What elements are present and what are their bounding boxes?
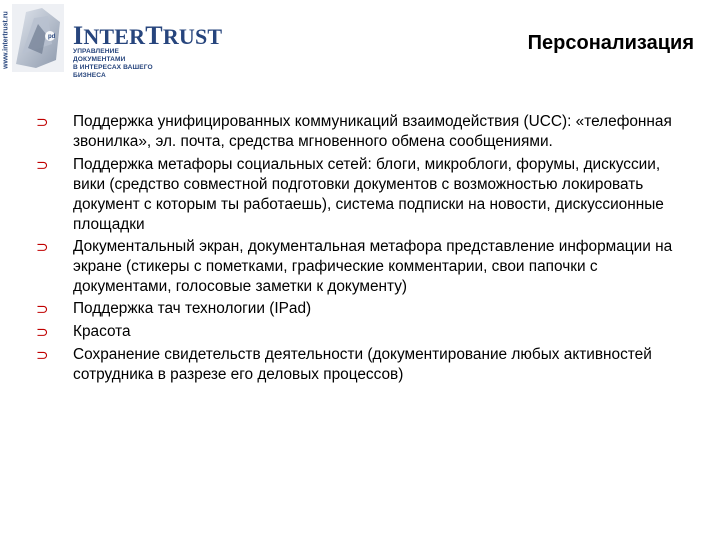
logo-tagline-line-1: УПРАВЛЕНИЕ ДОКУМЕНТАМИ — [73, 48, 126, 63]
bullet-item — [36, 299, 696, 319]
curved-arrow-icon: ⊃ — [36, 113, 49, 131]
curved-arrow-icon: ⊃ — [36, 323, 49, 341]
bullet-list — [36, 112, 696, 385]
bullet-text: Поддержка метафоры социальных сетей: блоги, микроблоги, форумы, дискуссии, вики (средство совместной подготовки документов с возможностью локировать документ с которым ты работаешь), система подписки на новости, дискуссионные площадки — [73, 156, 664, 233]
bullet-text: Сохранение свидетельств деятельности (документирование любых активностей сотрудника в разрезе его деловых процессов) — [73, 346, 652, 383]
svg-text:pd: pd — [48, 34, 56, 40]
bullet-item — [36, 237, 696, 297]
bullet-text: Документальный экран, документальная метафора представление информации на экране (стикеры с пометками, графические комментарии, свои папочки с документами, голосовые заметки к документу) — [73, 238, 673, 295]
bullet-item — [36, 112, 696, 152]
company-logo — [0, 4, 223, 79]
bullet-text: Поддержка унифицированных коммуникаций взаимодействия (UCC): «телефонная звонилка», эл. почта, средства мгновенного обмена сообщениями. — [73, 113, 672, 150]
bullet-item — [36, 345, 696, 385]
logo-tagline-line-2: В ИНТЕРЕСАХ ВАШЕГО БИЗНЕСА — [73, 64, 153, 79]
logo-vertical-url — [1, 10, 11, 70]
logo-tagline — [73, 48, 169, 80]
bullet-item — [36, 155, 696, 235]
bullet-text: Поддержка тач технологии (IPad) — [73, 300, 312, 317]
logo-url-text: www.intertrust.ru — [2, 11, 10, 69]
curved-arrow-icon: ⊃ — [36, 300, 49, 318]
bullet-item — [36, 322, 696, 342]
bullet-text: Красота — [73, 323, 131, 340]
logo-emblem-icon — [12, 4, 64, 72]
slide-title: Персонализация — [527, 32, 694, 54]
curved-arrow-icon: ⊃ — [36, 346, 49, 364]
curved-arrow-icon: ⊃ — [36, 238, 49, 256]
curved-arrow-icon: ⊃ — [36, 156, 49, 174]
logo-brand: INTERTRUST — [73, 21, 223, 50]
